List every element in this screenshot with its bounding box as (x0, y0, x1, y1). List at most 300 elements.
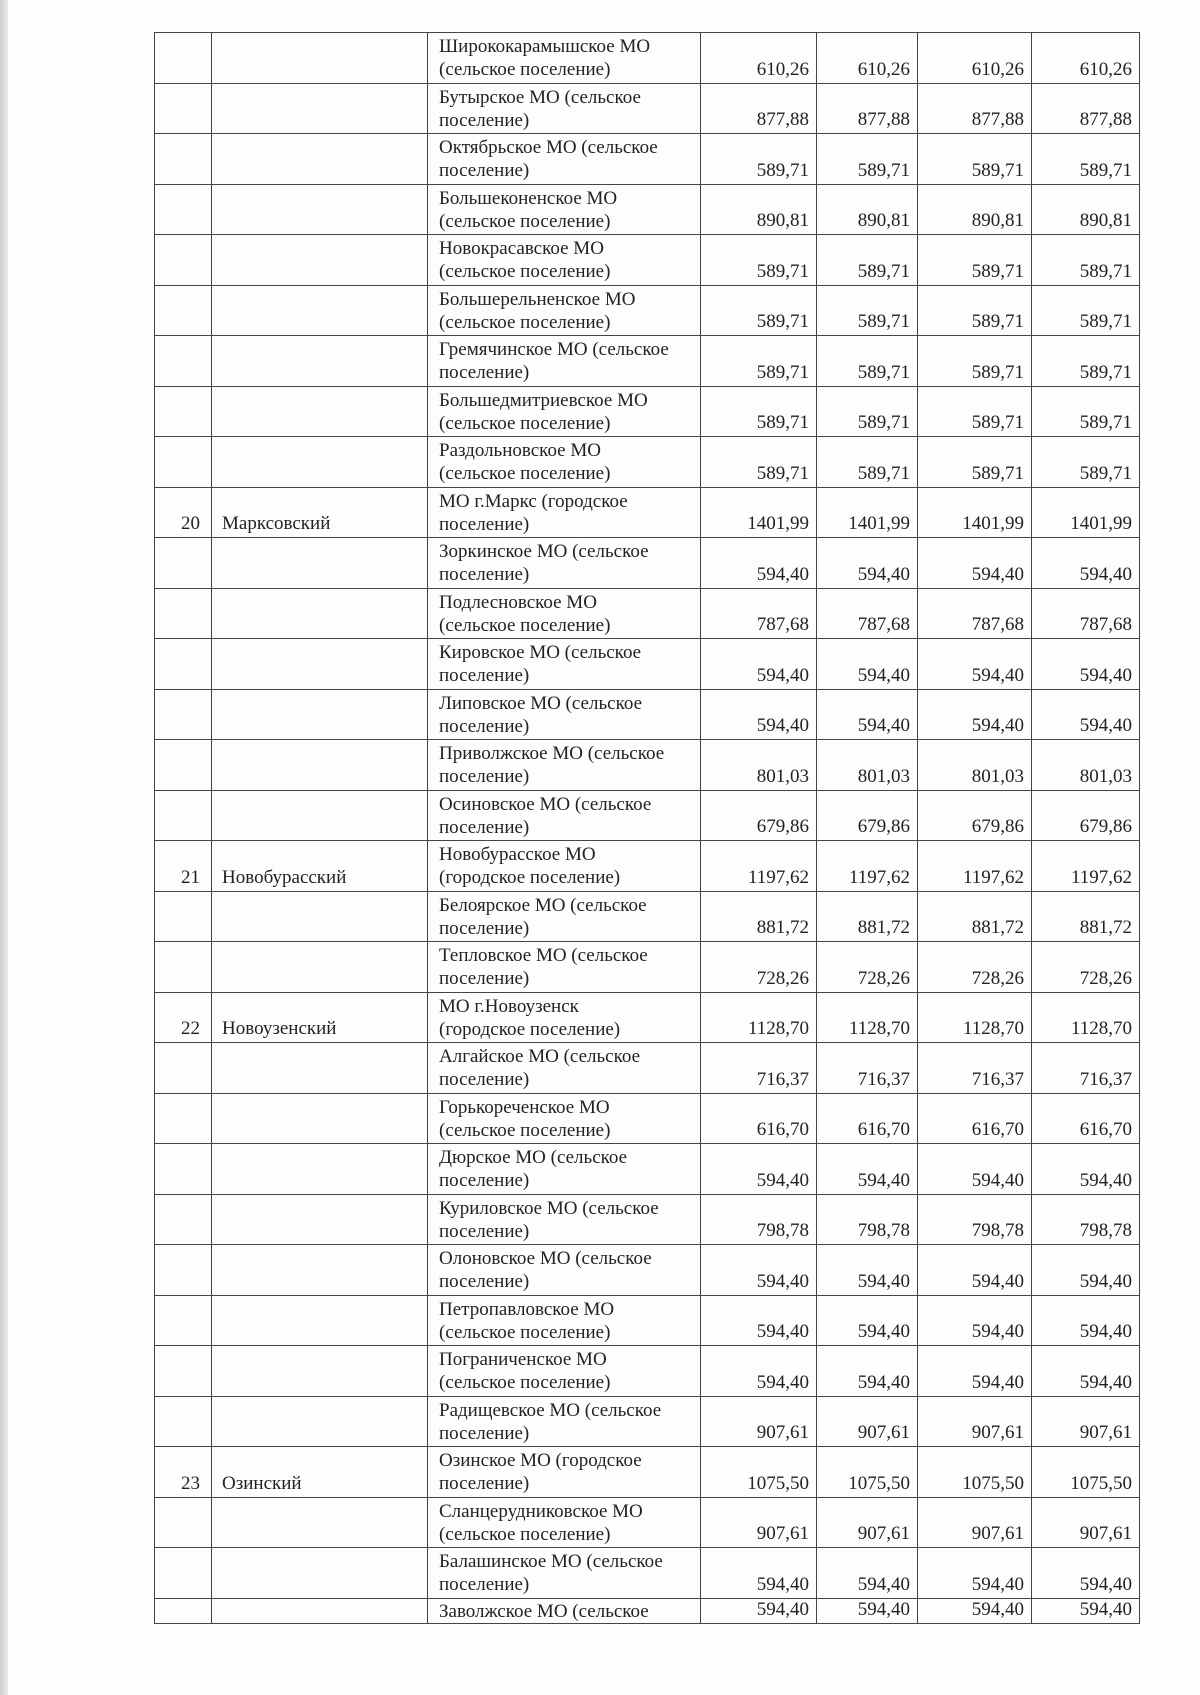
table-row (155, 33, 1140, 84)
tariff-value-cell: 589,71 (701, 285, 817, 336)
municipality-name-line: поселение) (439, 665, 530, 686)
municipality-name-line: Липовское МО (сельское (439, 692, 642, 714)
municipality-name-line: Раздольновское МО (439, 440, 601, 461)
municipality-name-line: (сельское поселение) (439, 1523, 611, 1545)
tariff-value-cell: 616,70 (918, 1093, 1032, 1144)
district-cell (212, 235, 428, 286)
tariff-value-cell: 594,40 (1032, 1295, 1140, 1346)
district-cell (212, 942, 428, 993)
tariff-value-cell: 1401,99 (918, 487, 1032, 538)
tariff-value-cell: 716,37 (918, 1043, 1032, 1094)
tariff-value-cell: 594,40 (817, 1245, 918, 1296)
tariff-value-cell: 594,40 (918, 1598, 1032, 1623)
municipality-name-line: (сельское поселение) (439, 463, 611, 484)
row-number-cell (155, 740, 212, 791)
municipality-cell (428, 83, 701, 134)
row-number-cell (155, 437, 212, 488)
tariff-value-cell: 881,72 (1032, 891, 1140, 942)
table-row (155, 83, 1140, 134)
tariff-value-cell: 616,70 (701, 1093, 817, 1144)
table-row (155, 1447, 1140, 1498)
district-cell (212, 386, 428, 437)
municipality-cell (428, 134, 701, 185)
municipality-name-line: поселение) (439, 1473, 530, 1494)
tariff-value-cell: 594,40 (817, 538, 918, 589)
tariff-value-cell: 594,40 (918, 639, 1032, 690)
row-number-cell (155, 134, 212, 185)
tariff-value-cell: 1128,70 (918, 992, 1032, 1043)
municipality-name-line: Бутырское МО (сельское (439, 86, 641, 108)
row-number-cell (155, 1245, 212, 1296)
tariff-table-body (155, 33, 1140, 1624)
tariff-value-cell: 594,40 (701, 689, 817, 740)
tariff-value-cell: 679,86 (701, 790, 817, 841)
tariff-value-cell: 728,26 (918, 942, 1032, 993)
table-row (155, 538, 1140, 589)
district-cell (212, 538, 428, 589)
municipality-name-line: поселение) (439, 816, 530, 838)
table-row (155, 1497, 1140, 1548)
district-cell (212, 790, 428, 841)
row-number-cell (155, 1194, 212, 1245)
tariff-value-cell: 594,40 (1032, 538, 1140, 589)
table-row (155, 487, 1140, 538)
municipality-name-line: поселение) (439, 1574, 530, 1595)
municipality-name-line: поселение) (439, 715, 530, 737)
tariff-value-cell: 1197,62 (918, 841, 1032, 892)
municipality-cell (428, 285, 701, 336)
municipality-cell (428, 33, 701, 84)
row-number-cell (155, 1548, 212, 1599)
table-row (155, 336, 1140, 387)
municipality-name-line: Радищевское МО (сельское (439, 1399, 662, 1421)
row-number-cell (155, 790, 212, 841)
tariff-value-cell: 1128,70 (817, 992, 918, 1043)
tariff-value-cell: 798,78 (817, 1194, 918, 1245)
tariff-value-cell: 594,40 (1032, 689, 1140, 740)
tariff-value-cell: 801,03 (701, 740, 817, 791)
row-number-cell (155, 285, 212, 336)
district-cell: Новоузенский (212, 992, 428, 1043)
tariff-value-cell: 610,26 (817, 33, 918, 84)
district-cell (212, 134, 428, 185)
row-number-cell: 21 (155, 841, 212, 892)
tariff-value-cell: 594,40 (701, 1144, 817, 1195)
municipality-name-line: поселение) (439, 109, 530, 131)
municipality-name-line: Новобурасское МО (439, 844, 596, 865)
municipality-name-line: Пограниченское МО (439, 1349, 607, 1370)
tariff-value-cell: 890,81 (817, 184, 918, 235)
tariff-value-cell: 907,61 (1032, 1396, 1140, 1447)
district-cell (212, 1548, 428, 1599)
municipality-name-line: Петропавловское МО (439, 1298, 615, 1320)
tariff-value-cell: 594,40 (1032, 639, 1140, 690)
municipality-cell (428, 1194, 701, 1245)
table-row (155, 1245, 1140, 1296)
table-row (155, 386, 1140, 437)
row-number-cell (155, 33, 212, 84)
tariff-value-cell: 679,86 (918, 790, 1032, 841)
municipality-name-line: поселение) (439, 1170, 530, 1191)
municipality-name-line: поселение) (439, 917, 530, 939)
table-row (155, 134, 1140, 185)
district-cell (212, 1598, 428, 1623)
tariff-value-cell: 616,70 (1032, 1093, 1140, 1144)
tariff-value-cell: 907,61 (918, 1497, 1032, 1548)
table-row (155, 639, 1140, 690)
municipality-name-line: (сельское поселение) (439, 412, 611, 434)
district-cell (212, 1093, 428, 1144)
district-cell (212, 639, 428, 690)
row-number-cell (155, 1043, 212, 1094)
tariff-value-cell: 589,71 (817, 235, 918, 286)
table-row (155, 437, 1140, 488)
tariff-value-cell: 594,40 (918, 689, 1032, 740)
table-row (155, 1548, 1140, 1599)
table-row (155, 1043, 1140, 1094)
tariff-value-cell: 589,71 (1032, 336, 1140, 387)
municipality-cell (428, 992, 701, 1043)
municipality-name-line: Олоновское МО (сельское (439, 1248, 652, 1269)
row-number-cell (155, 336, 212, 387)
district-cell (212, 1396, 428, 1447)
row-number-cell (155, 588, 212, 639)
table-row (155, 1295, 1140, 1346)
page-edge (0, 0, 8, 1695)
district-cell (212, 83, 428, 134)
municipality-name-line: (городское поселение) (439, 867, 621, 888)
municipality-name-line: поселение) (439, 160, 530, 181)
row-number-cell (155, 891, 212, 942)
tariff-value-cell: 801,03 (918, 740, 1032, 791)
municipality-name-line: поселение) (439, 1422, 530, 1444)
tariff-value-cell: 1197,62 (1032, 841, 1140, 892)
tariff-value-cell: 594,40 (701, 1245, 817, 1296)
tariff-value-cell: 589,71 (817, 285, 918, 336)
municipality-cell (428, 386, 701, 437)
tariff-value-cell: 801,03 (817, 740, 918, 791)
tariff-value-cell: 589,71 (918, 134, 1032, 185)
table-row (155, 285, 1140, 336)
district-cell (212, 689, 428, 740)
tariff-value-cell: 589,71 (701, 336, 817, 387)
tariff-value-cell: 594,40 (817, 1346, 918, 1397)
municipality-name-line: (сельское поселение) (439, 614, 611, 636)
tariff-value-cell: 589,71 (1032, 235, 1140, 286)
tariff-value-cell: 716,37 (1032, 1043, 1140, 1094)
tariff-value-cell: 594,40 (817, 1144, 918, 1195)
tariff-value-cell: 877,88 (817, 83, 918, 134)
row-number-cell (155, 386, 212, 437)
municipality-cell (428, 1396, 701, 1447)
tariff-value-cell: 907,61 (817, 1396, 918, 1447)
municipality-name-line: Большедмитриевское МО (439, 389, 648, 411)
tariff-value-cell: 594,40 (701, 538, 817, 589)
municipality-name-line: Дюрское МО (сельское (439, 1147, 628, 1168)
tariff-value-cell: 594,40 (1032, 1548, 1140, 1599)
tariff-value-cell: 1128,70 (1032, 992, 1140, 1043)
municipality-name-line: Алгайское МО (сельское (439, 1046, 641, 1067)
district-cell (212, 740, 428, 791)
row-number-cell (155, 1598, 212, 1623)
tariff-value-cell: 881,72 (701, 891, 817, 942)
municipality-name-line: Октябрьское МО (сельское (439, 137, 658, 158)
row-number-cell (155, 1346, 212, 1397)
row-number-cell (155, 1093, 212, 1144)
municipality-name-line: Белоярское МО (сельское (439, 894, 647, 916)
municipality-cell (428, 689, 701, 740)
municipality-cell (428, 891, 701, 942)
tariff-value-cell: 589,71 (1032, 285, 1140, 336)
municipality-name-line: Озинское МО (городское (439, 1450, 642, 1471)
row-number-cell: 23 (155, 1447, 212, 1498)
tariff-table (154, 32, 1140, 1624)
tariff-value-cell: 881,72 (817, 891, 918, 942)
tariff-value-cell: 877,88 (918, 83, 1032, 134)
municipality-name-line: (сельское поселение) (439, 210, 611, 232)
tariff-value-cell: 594,40 (817, 1295, 918, 1346)
tariff-value-cell: 610,26 (1032, 33, 1140, 84)
tariff-value-cell: 1401,99 (1032, 487, 1140, 538)
tariff-value-cell: 1075,50 (701, 1447, 817, 1498)
tariff-value-cell: 798,78 (918, 1194, 1032, 1245)
row-number-cell (155, 184, 212, 235)
municipality-name-line: Ширококарамышское МО (439, 36, 651, 57)
tariff-value-cell: 589,71 (817, 134, 918, 185)
district-cell (212, 1497, 428, 1548)
tariff-value-cell: 589,71 (817, 336, 918, 387)
municipality-cell (428, 740, 701, 791)
municipality-cell (428, 1043, 701, 1094)
table-row (155, 942, 1140, 993)
tariff-value-cell: 589,71 (701, 134, 817, 185)
district-cell (212, 1043, 428, 1094)
tariff-value-cell: 594,40 (918, 538, 1032, 589)
table-row (155, 1144, 1140, 1195)
tariff-value-cell: 716,37 (817, 1043, 918, 1094)
tariff-value-cell: 1075,50 (817, 1447, 918, 1498)
tariff-value-cell: 594,40 (1032, 1598, 1140, 1623)
municipality-cell (428, 487, 701, 538)
tariff-value-cell: 594,40 (701, 639, 817, 690)
tariff-value-cell: 907,61 (701, 1497, 817, 1548)
municipality-cell (428, 1295, 701, 1346)
row-number-cell (155, 942, 212, 993)
municipality-name-line: Большерельненское МО (439, 288, 636, 310)
district-cell (212, 588, 428, 639)
tariff-value-cell: 890,81 (1032, 184, 1140, 235)
table-row (155, 992, 1140, 1043)
tariff-value-cell: 594,40 (701, 1598, 817, 1623)
tariff-value-cell: 594,40 (701, 1548, 817, 1599)
tariff-value-cell: 589,71 (701, 386, 817, 437)
tariff-value-cell: 594,40 (918, 1245, 1032, 1296)
tariff-value-cell: 594,40 (817, 689, 918, 740)
tariff-value-cell: 589,71 (1032, 437, 1140, 488)
row-number-cell: 20 (155, 487, 212, 538)
district-cell (212, 1144, 428, 1195)
tariff-value-cell: 1075,50 (918, 1447, 1032, 1498)
tariff-value-cell: 594,40 (1032, 1144, 1140, 1195)
municipality-name-line: (сельское поселение) (439, 1321, 611, 1343)
municipality-name-line: поселение) (439, 1220, 530, 1242)
tariff-value-cell: 594,40 (701, 1295, 817, 1346)
municipality-name-line: (сельское поселение) (439, 261, 611, 282)
tariff-value-cell: 728,26 (701, 942, 817, 993)
row-number-cell (155, 83, 212, 134)
row-number-cell (155, 1144, 212, 1195)
municipality-cell (428, 1346, 701, 1397)
tariff-value-cell: 907,61 (817, 1497, 918, 1548)
district-cell (212, 1245, 428, 1296)
tariff-value-cell: 890,81 (701, 184, 817, 235)
tariff-value-cell: 610,26 (701, 33, 817, 84)
municipality-name-line: Сланцерудниковское МО (439, 1500, 643, 1522)
district-cell: Марксовский (212, 487, 428, 538)
tariff-value-cell: 907,61 (918, 1396, 1032, 1447)
table-row (155, 1194, 1140, 1245)
tariff-value-cell: 610,26 (918, 33, 1032, 84)
municipality-name-line: поселение) (439, 1271, 530, 1292)
table-row (155, 841, 1140, 892)
municipality-name-line: Кировское МО (сельское (439, 642, 642, 663)
municipality-cell (428, 1447, 701, 1498)
tariff-value-cell: 1197,62 (817, 841, 918, 892)
district-cell (212, 285, 428, 336)
row-number-cell (155, 689, 212, 740)
tariff-value-cell: 787,68 (1032, 588, 1140, 639)
tariff-value-cell: 679,86 (1032, 790, 1140, 841)
table-row (155, 1598, 1140, 1623)
table-row (155, 790, 1140, 841)
district-cell (212, 437, 428, 488)
municipality-name-line: поселение) (439, 1069, 530, 1090)
row-number-cell (155, 639, 212, 690)
row-number-cell: 22 (155, 992, 212, 1043)
municipality-name-line: Приволжское МО (сельское (439, 743, 665, 764)
tariff-value-cell: 594,40 (918, 1295, 1032, 1346)
tariff-value-cell: 594,40 (918, 1346, 1032, 1397)
tariff-value-cell: 881,72 (918, 891, 1032, 942)
municipality-name-line: (сельское поселение) (439, 1372, 611, 1393)
row-number-cell (155, 1396, 212, 1447)
table-row (155, 588, 1140, 639)
municipality-name-line: МО г.Новоузенск (439, 995, 579, 1017)
tariff-value-cell: 787,68 (701, 588, 817, 639)
tariff-value-cell: 594,40 (1032, 1245, 1140, 1296)
table-row (155, 1346, 1140, 1397)
table-row (155, 1093, 1140, 1144)
tariff-value-cell: 716,37 (701, 1043, 817, 1094)
municipality-cell (428, 1548, 701, 1599)
tariff-value-cell: 787,68 (817, 588, 918, 639)
municipality-cell (428, 841, 701, 892)
municipality-name-line: (сельское поселение) (439, 311, 611, 333)
table-row (155, 235, 1140, 286)
tariff-value-cell: 589,71 (817, 386, 918, 437)
tariff-value-cell: 728,26 (1032, 942, 1140, 993)
tariff-value-cell: 1401,99 (701, 487, 817, 538)
tariff-value-cell: 728,26 (817, 942, 918, 993)
tariff-value-cell: 801,03 (1032, 740, 1140, 791)
district-cell (212, 184, 428, 235)
tariff-value-cell: 594,40 (918, 1548, 1032, 1599)
tariff-value-cell: 589,71 (918, 386, 1032, 437)
district-cell (212, 1346, 428, 1397)
municipality-name-line: (сельское поселение) (439, 59, 611, 80)
tariff-value-cell: 589,71 (1032, 386, 1140, 437)
municipality-name-line: Заволжское МО (сельское (439, 1600, 649, 1622)
tariff-value-cell: 594,40 (1032, 1346, 1140, 1397)
municipality-name-line: Осиновское МО (сельское (439, 793, 652, 815)
municipality-name-line: Подлесновское МО (439, 591, 597, 613)
row-number-cell (155, 1295, 212, 1346)
tariff-value-cell: 589,71 (918, 235, 1032, 286)
tariff-value-cell: 1197,62 (701, 841, 817, 892)
municipality-cell (428, 639, 701, 690)
table-row (155, 689, 1140, 740)
municipality-name-line: Горькореченское МО (439, 1096, 610, 1118)
municipality-cell (428, 235, 701, 286)
municipality-name-line: Куриловское МО (сельское (439, 1197, 659, 1219)
tariff-value-cell: 589,71 (701, 235, 817, 286)
tariff-value-cell: 1128,70 (701, 992, 817, 1043)
tariff-value-cell: 679,86 (817, 790, 918, 841)
tariff-value-cell: 907,61 (701, 1396, 817, 1447)
tariff-value-cell: 890,81 (918, 184, 1032, 235)
tariff-value-cell: 589,71 (918, 285, 1032, 336)
tariff-value-cell: 907,61 (1032, 1497, 1140, 1548)
district-cell (212, 1194, 428, 1245)
municipality-name-line: поселение) (439, 362, 530, 383)
municipality-name-line: поселение) (439, 766, 530, 787)
municipality-cell (428, 1245, 701, 1296)
municipality-cell (428, 184, 701, 235)
municipality-cell (428, 790, 701, 841)
municipality-name-line: Новокрасавское МО (439, 238, 604, 259)
municipality-name-line: МО г.Маркс (городское (439, 490, 628, 512)
municipality-name-line: поселение) (439, 564, 530, 585)
municipality-cell (428, 538, 701, 589)
municipality-name-line: (городское поселение) (439, 1018, 621, 1040)
municipality-name-line: Гремячинское МО (сельское (439, 339, 669, 360)
district-cell: Новобурасский (212, 841, 428, 892)
district-cell: Озинский (212, 1447, 428, 1498)
tariff-value-cell: 589,71 (817, 437, 918, 488)
table-row (155, 740, 1140, 791)
tariff-value-cell: 877,88 (701, 83, 817, 134)
tariff-value-cell: 1401,99 (817, 487, 918, 538)
row-number-cell (155, 1497, 212, 1548)
row-number-cell (155, 235, 212, 286)
tariff-value-cell: 594,40 (701, 1346, 817, 1397)
tariff-value-cell: 589,71 (918, 437, 1032, 488)
tariff-value-cell: 589,71 (1032, 134, 1140, 185)
district-cell (212, 891, 428, 942)
municipality-name-line: Зоркинское МО (сельское (439, 541, 649, 562)
municipality-cell (428, 437, 701, 488)
district-cell (212, 33, 428, 84)
municipality-cell (428, 1144, 701, 1195)
table-row (155, 1396, 1140, 1447)
tariff-value-cell: 594,40 (817, 1548, 918, 1599)
tariff-value-cell: 787,68 (918, 588, 1032, 639)
district-cell (212, 336, 428, 387)
municipality-cell (428, 588, 701, 639)
municipality-cell (428, 336, 701, 387)
tariff-value-cell: 798,78 (1032, 1194, 1140, 1245)
tariff-value-cell: 1075,50 (1032, 1447, 1140, 1498)
